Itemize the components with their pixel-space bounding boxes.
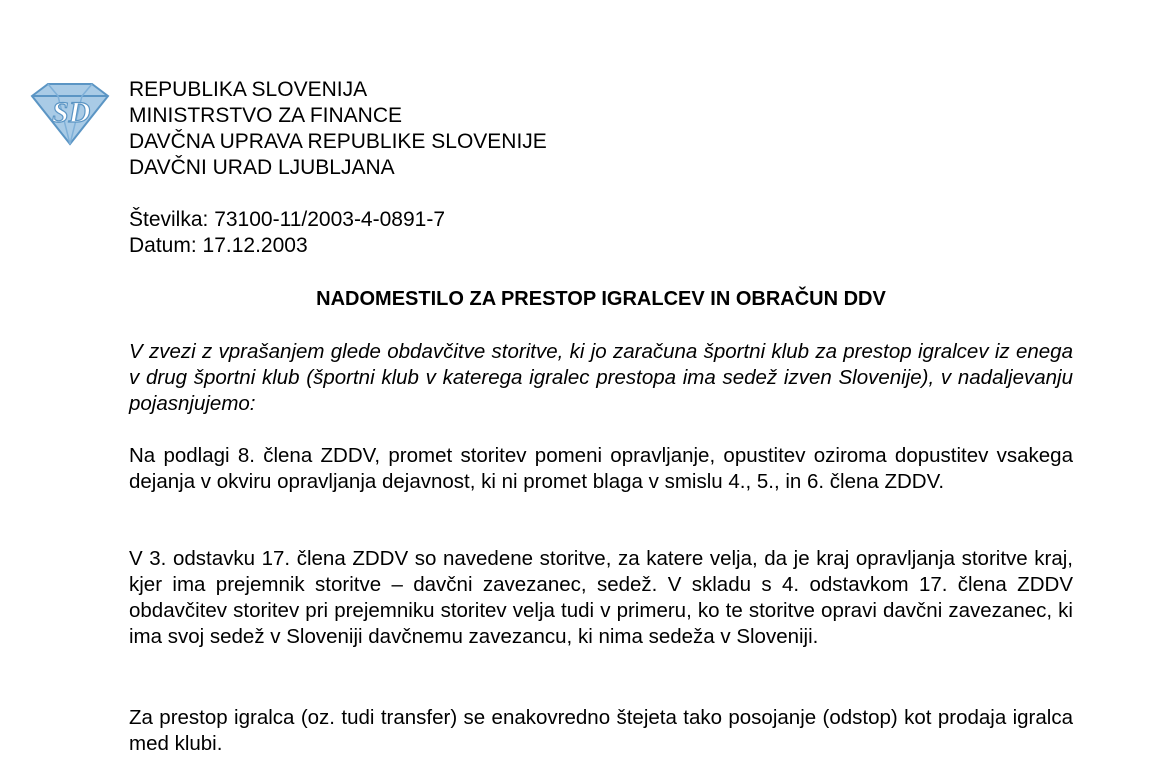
paragraph-transfer: Za prestop igralca (oz. tudi transfer) se enakovredno štejeta tako posojanje (odstop) kot prodaja igralca med klubi.: [129, 706, 1073, 755]
issuer-header: [129, 77, 547, 181]
logo-letters: SD: [52, 96, 91, 129]
paragraph-article-17: V 3. odstavku 17. člena ZDDV so navedene storitve, za katere velja, da je kraj opravljanja storitve kraj, kjer ima prejemnik storitve – davčni zavezanec, sedež. V skladu s 4. odstavkom 17. člena ZDDV obdavčitev storitev pri prejemniku storitev velja tudi v primeru, ko te storitve opravi davčni zavezanec, ki ima svoj sedež v Sloveniji davčnemu zavezancu, ki nima sedeža v Sloveniji.: [129, 547, 1073, 648]
paragraph-article-8: Na podlagi 8. člena ZDDV, promet storitev pomeni opravljanje, opustitev oziroma dopustitev vsakega dejanja v okviru opravljanja dejavnost, ki ni promet blaga v smislu 4., 5., in 6. člena ZDDV.: [129, 444, 1073, 493]
document-references: [129, 207, 445, 259]
header-line-ministry: MINISTRSTVO ZA FINANCE: [129, 104, 403, 127]
davcna-uprava-logo-icon: [28, 78, 112, 148]
document-number: Številka: 73100-11/2003-4-0891-7: [129, 208, 445, 231]
document-date: Datum: 17.12.2003: [129, 234, 308, 257]
document-title: NADOMESTILO ZA PRESTOP IGRALCEV IN OBRAČUN DDV: [316, 288, 886, 310]
header-line-republic: REPUBLIKA SLOVENIJA: [129, 78, 368, 101]
intro-paragraph: V zvezi z vprašanjem glede obdavčitve storitve, ki jo zaračuna športni klub za prestop igralcev iz enega v drug športni klub (športni klub v katerega igralec prestopa ima sedež izven Slovenije), v nadaljevanju pojasnjujemo:: [129, 340, 1073, 415]
header-line-tax-administration: DAVČNA UPRAVA REPUBLIKE SLOVENIJE: [129, 130, 547, 153]
header-line-tax-office: DAVČNI URAD LJUBLJANA: [129, 156, 395, 179]
